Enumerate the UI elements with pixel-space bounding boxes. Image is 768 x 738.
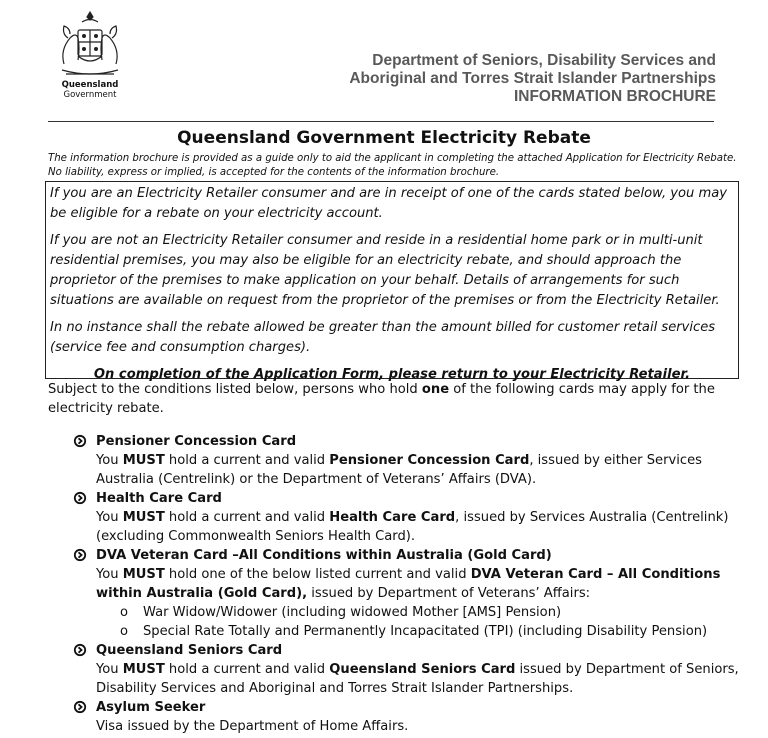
- dept-line-3: INFORMATION BROCHURE: [513, 88, 716, 105]
- desc-bold: Health Care Card: [329, 510, 456, 525]
- desc-text: hold a current and valid: [164, 662, 330, 677]
- desc-bold: MUST: [122, 567, 165, 582]
- sub-bullet-icon: o: [120, 605, 129, 620]
- queensland-government-logo: [52, 8, 128, 100]
- coat-of-arms-icon: [54, 8, 126, 80]
- list-item: [73, 489, 743, 546]
- desc-text: hold a current and valid: [164, 453, 330, 468]
- desc-bold: MUST: [122, 453, 165, 468]
- disclaimer-text: The information brochure is provided as a guide only to aid the applicant in completing the attached Application for Electricity Rebate. No liability, express or implied, is accepted for the contents of the information brochure.: [48, 153, 737, 178]
- return-instruction: On completion of the Application Form, please return to your Electricity Retailer.: [93, 367, 691, 382]
- sub-list-item: [96, 622, 743, 641]
- desc-bold: Pensioner Concession Card: [329, 453, 530, 468]
- logo-text-government: Government: [63, 90, 117, 100]
- header-divider: [48, 121, 714, 122]
- dept-line-1: Department of Seniors, Disability Services and: [372, 52, 716, 69]
- card-name-pensioner: Pensioner Concession Card: [96, 434, 297, 449]
- card-desc-asylum-seeker: Visa issued by the Department of Home Affairs.: [96, 719, 409, 734]
- department-heading: [349, 52, 716, 106]
- desc-bold: MUST: [122, 510, 165, 525]
- notice-box: [45, 181, 739, 382]
- card-desc-pensioner: [96, 451, 743, 489]
- sub-item-text: Special Rate Totally and Permanently Incapacitated (TPI) (including Disability Pension): [143, 624, 708, 639]
- desc-text: issued by Department of Veterans’ Affairs:: [307, 586, 591, 601]
- intro-text-2: of the following cards may apply for the electricity rebate.: [48, 382, 715, 416]
- logo-text-queensland: Queensland: [61, 80, 119, 90]
- sub-bullet-icon: o: [120, 624, 129, 639]
- intro-paragraph: [48, 380, 738, 418]
- notice-paragraph-1: If you are an Electricity Retailer consumer and are in receipt of one of the cards stated below, you may be eligible for a rebate on your electricity account.: [50, 186, 728, 221]
- arrow-circle-icon: [73, 491, 87, 505]
- desc-text: hold one of the below listed current and valid: [164, 567, 471, 582]
- desc-text: You: [96, 453, 123, 468]
- card-desc-health-care: [96, 508, 743, 546]
- sub-list-item: [96, 603, 743, 622]
- intro-text-1: Subject to the conditions listed below, persons who hold: [48, 382, 422, 397]
- card-desc-seniors: [96, 660, 743, 698]
- arrow-circle-icon: [73, 700, 87, 714]
- list-item: [73, 432, 743, 489]
- notice-paragraph-2: If you are not an Electricity Retailer consumer and reside in a residential home park or in multi-unit residential premises, you may also be eligible for an electricity rebate, and should approach the proprietor of the premises to make application on your behalf. Details of arrangements for such situations are available on request from the proprietor of the premises or from the Electricity Retailer.: [50, 233, 720, 308]
- sub-item-text: War Widow/Widower (including widowed Mother [AMS] Pension): [143, 605, 562, 620]
- list-item: [73, 546, 743, 641]
- card-name-dva-gold: DVA Veteran Card –All Conditions within Australia (Gold Card): [96, 548, 552, 563]
- card-name-health-care: Health Care Card: [96, 491, 222, 506]
- notice-paragraph-3: In no instance shall the rebate allowed be greater than the amount billed for customer retail services (service fee and consumption charges).: [50, 320, 716, 355]
- card-name-seniors: Queensland Seniors Card: [96, 643, 283, 658]
- desc-text: You: [96, 510, 123, 525]
- desc-bold: Queensland Seniors Card: [329, 662, 516, 677]
- eligible-cards-list: [73, 432, 743, 736]
- arrow-circle-icon: [73, 434, 87, 448]
- desc-text: You: [96, 567, 123, 582]
- list-item: [73, 641, 743, 698]
- arrow-circle-icon: [73, 548, 87, 562]
- desc-bold: MUST: [122, 662, 165, 677]
- list-item: [73, 698, 743, 736]
- desc-text: hold a current and valid: [164, 510, 330, 525]
- document-title: Queensland Government Electricity Rebate: [177, 128, 591, 148]
- desc-text: You: [96, 662, 123, 677]
- desc-bold: DVA Veteran Card – All Conditions within Australia (Gold Card),: [96, 567, 721, 601]
- desc-text: , issued by Services Australia (Centrelink) (excluding Commonwealth Seniors Health Card).: [96, 510, 729, 544]
- intro-bold-one: one: [421, 382, 450, 397]
- card-desc-dva-gold: [96, 565, 743, 603]
- desc-text: , issued by either Services Australia (Centrelink) or the Department of Veterans’ Affairs (DVA).: [96, 453, 702, 487]
- card-name-asylum-seeker: Asylum Seeker: [96, 700, 206, 715]
- desc-text: issued by Department of Seniors, Disability Services and Aboriginal and Torres Strait Islander Partnerships.: [96, 662, 739, 696]
- dept-line-2: Aboriginal and Torres Strait Islander Partnerships: [349, 70, 716, 87]
- arrow-circle-icon: [73, 643, 87, 657]
